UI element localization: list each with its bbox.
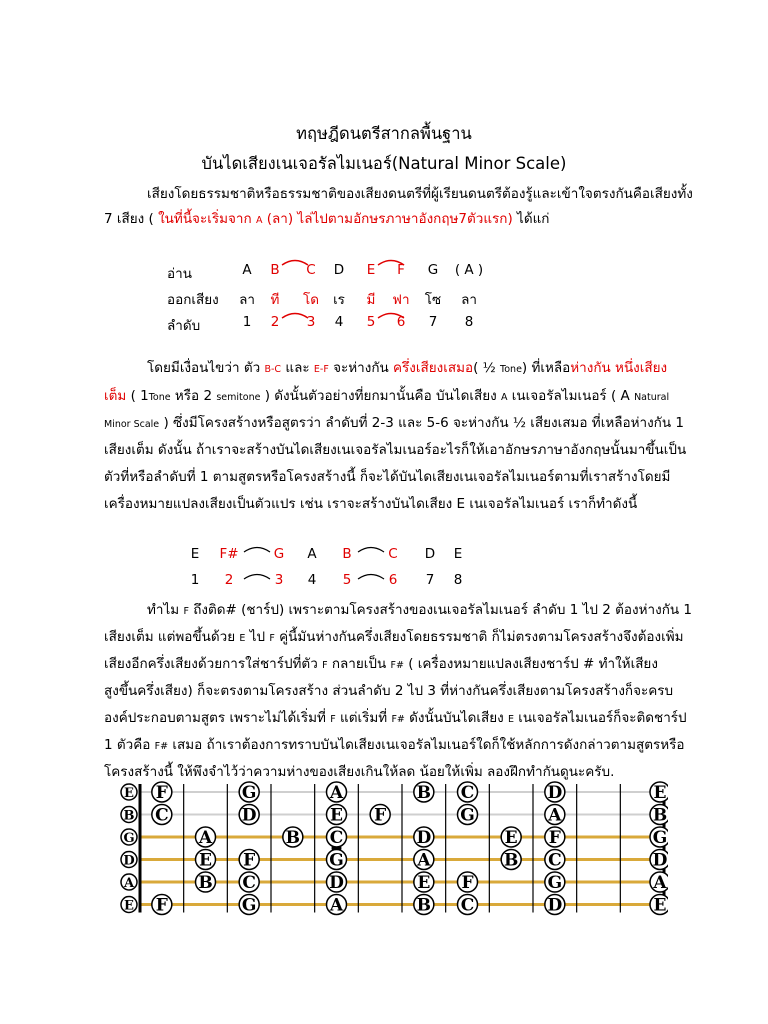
table1-note-cell: F [397,262,405,278]
para2-line-6: เครื่องหมายแปลงเสียงเป็นตัวแปร เช่น เราจะสร้างบันไดเสียง E เนเจอรัลไมเนอร์ เราก็ทำดังนี้ [104,496,638,512]
table1-syllable-cell: ที [270,292,280,308]
para2-minor-scale-word: Minor Scale [104,419,160,430]
note-label: A [198,828,213,848]
para2-semitone-word: semitone [216,392,261,403]
table2-note-cell: D [424,546,436,562]
table2-number-cell: 3 [274,572,284,588]
para2-line-4: เสียงเต็ม ดังนั้น ถ้าเราจะสร้างบันไดเสียงเนเจอรัลไมเนอร์อะไรก็ให้เอาอักษรภาษาอังกฤษนั้นมาขึ้นเป็น [104,442,687,458]
para3-line-4: สูงขึ้นครึ่งเสียง) ก็จะตรงตามโครงสร้าง ส่วนลำดับ 2 ไป 3 ที่ห่างกันครึ่งเสียงตามโครงสร้างก็จะครบ [104,683,674,699]
para3-text: ( เครื่องหมายแปลงเสียงชาร์ป # ทำให้เสียง [403,656,658,672]
table2-number-cell: 5 [342,572,352,588]
para2-text: ) ดังนั้นตัวอย่างที่ยกมานั้นคือ บันไดเสียง [260,388,501,404]
note-label: D [547,783,563,803]
fretboard-diagram [118,780,668,916]
semitone-arc [376,256,406,266]
table1-note-cell: B [270,262,280,278]
open-string-label: B [123,808,135,824]
table1-note-cell: ( A ) [454,262,484,278]
note-label: F [155,895,168,916]
para2-tone-word: Tone [148,392,171,403]
table1-number-cell: 1 [242,314,252,330]
note-label: D [416,828,432,848]
note-label: B [198,873,213,893]
para3-note: F# [390,660,404,671]
semitone-arc [242,543,272,553]
table2-note-cell: F# [219,546,239,562]
intro-highlight: ในที่นี้จะเริ่มจาก [158,211,256,227]
para3-note: F# [391,714,405,725]
note-label: F [461,873,474,893]
page-subtitle: บันไดเสียงเนเจอรัลไมเนอร์(Natural Minor Scale) [201,154,567,173]
note-label: E [653,895,667,916]
table2-number-cell: 4 [307,572,317,588]
table1-syllable-cell: เร [333,292,345,308]
para2-text: จะห่างกัน [328,360,394,376]
para3-note: F [322,660,328,671]
note-label: G [547,873,563,893]
table1-number-cell: 8 [464,314,474,330]
note-label: A [548,805,562,826]
table1-number-cell: 4 [334,314,344,330]
note-label: D [547,895,563,916]
para3-line-3 [104,652,658,674]
para2-whole-tone: ห่างกัน หนึ่งเสียง [570,360,668,376]
para2-text: เนเจอรัลไมเนอร์ ( A [507,388,635,404]
note-label: A [329,895,344,916]
table2-note-cell: C [388,546,398,562]
note-label: F [243,850,256,871]
table1-syllable-cell: ลา [239,292,255,308]
note-label: B [652,805,668,826]
para3-text: เสียงเต็ม แต่พอขึ้นด้วย [104,629,240,645]
note-label: G [329,850,344,871]
note-label: G [652,828,668,848]
para2-text: ) ซึ่งมีโครงสร้างหรือสูตรว่า ลำดับที่ 2-3 และ 5-6 จะห่างกัน ½ เสียงเสมอ ที่เหลือห่างกัน 1 [159,415,684,431]
table1-note-cell: C [306,262,316,278]
note-label: B [285,828,301,848]
table1-syllable-cell: โด [302,292,320,308]
intro-line-2 [104,207,549,229]
note-label: A [329,783,344,803]
note-label: C [548,850,562,871]
row-label-pronounce: ออกเสียง [167,292,219,308]
open-string-label: A [123,876,135,891]
semitone-arc [280,309,310,319]
note-label: E [417,873,431,893]
para3-text: ถึงติด# (ชาร์ป) เพราะตามโครงสร้างของเนเจอรัลไมเนอร์ ลำดับ 1 ไป 2 ต้องห่างกัน 1 [188,602,692,618]
note-label: E [504,828,518,848]
para3-note: F [183,606,189,617]
para2-pair-ef: E-F [313,364,329,375]
para3-line-1 [147,598,692,620]
note-label: F [155,783,168,803]
table2-note-cell: A [307,546,317,562]
para3-note: F [330,714,336,725]
para3-text: แต่เริ่มที่ [335,710,392,726]
para2-text: โดยมีเงื่อนไขว่า ตัว [147,360,265,376]
para3-text: กลายเป็น [327,656,391,672]
para2-text: หรือ 2 [170,388,217,404]
table1-number-cell: 2 [270,314,280,330]
para2-tone-word: Tone [500,364,522,375]
table1-note-cell: A [242,262,252,278]
para3-text: ไป [245,629,270,645]
para3-note: E [507,714,514,725]
note-label: B [416,783,432,803]
para3-text: เสียงอีกครึ่งเสียงด้วยการใส่ชาร์ปที่ตัว [104,656,323,672]
table2-note-cell: E [453,546,463,562]
table1-number-cell: 7 [428,314,438,330]
para3-line-5 [104,706,687,728]
intro-highlight-letter: A [255,215,263,226]
para2-line-5: ตัวที่หรือลำดับที่ 1 ตามสูตรหรือโครงสร้างนี้ ก็จะได้บันไดเสียงเนเจอรัลไมเนอร์ตามที่เราสร้างโดยมี [104,469,671,485]
para3-note: F [269,633,275,644]
note-label: F [548,828,561,848]
table1-note-cell: D [333,262,345,278]
table1-syllable-cell: โซ [424,292,442,308]
note-label: B [416,895,432,916]
table2-note-cell: B [342,546,352,562]
para3-line-6 [104,733,685,755]
intro-text: 7 เสียง ( [104,211,159,227]
table2-note-cell: G [273,546,285,562]
table1-note-cell: G [427,262,439,278]
para2-text: ( 1 [126,388,149,404]
note-label: G [241,895,257,916]
table2-number-cell: 6 [388,572,398,588]
intro-line-1: เสียงโดยธรรมชาติหรือธรรมชาติของเสียงดนตรีที่ผู้เรียนดนตรีต้องรู้และเข้าใจตรงกันคือเสียงทั้ง [147,186,693,202]
table1-syllable-cell: มี [366,292,376,308]
para3-text: ดังนั้นบันไดเสียง [404,710,508,726]
para3-line-2 [104,625,684,647]
note-label: D [329,873,344,893]
note-label: D [652,850,668,871]
table2-note-cell: E [190,546,200,562]
table1-note-cell: E [366,262,376,278]
note-label: F [374,805,387,826]
table1-syllable-cell: ลา [461,292,477,308]
table1-number-cell: 3 [306,314,316,330]
table1-number-cell: 6 [396,314,406,330]
para2-scale-letter: A [501,392,508,403]
para2-text: ( ½ [473,360,501,376]
note-label: D [241,805,257,826]
para3-line-7: โครงสร้างนี้ ให้พึงจำไว้ว่าความห่างของเสียงเกินให้ลด น้อยให้เพิ่ม ลองฝึกทำกันดูนะครับ. [104,764,615,780]
note-label: E [330,805,343,826]
semitone-arc [242,570,272,580]
note-label: E [199,850,212,871]
page-title: ทฤษฎีดนตรีสากลพื้นฐาน [296,124,472,143]
open-string-label: G [123,831,135,846]
open-string-label: D [123,853,135,869]
semitone-arc [356,543,386,553]
note-label: C [460,895,475,916]
para3-text: เสมอ ถ้าเราต้องการทราบบันไดเสียงเนเจอรัลไมเนอร์ใดก็ใช้หลักการดังกล่าวตามสูตรหรือ [168,737,685,753]
note-label: C [242,873,256,893]
table1-syllable-cell: ฟา [392,292,410,308]
para3-text: 1 ตัวคือ [104,737,155,753]
table2-number-cell: 8 [453,572,463,588]
para3-text: องค์ประกอบตามสูตร เพราะไม่ได้เริ่มที่ [104,710,331,726]
semitone-arc [356,570,386,580]
note-label: E [653,783,667,803]
note-label: A [417,850,431,871]
para2-line-1 [147,356,667,378]
note-label: C [155,805,169,826]
para2-text: ) ที่เหลือ [521,360,571,376]
para3-note: E [239,633,246,644]
table1-number-cell: 5 [366,314,376,330]
open-string-label: E [124,786,134,801]
table2-number-cell: 7 [425,572,435,588]
note-label: A [653,873,667,893]
note-label: G [460,805,475,826]
semitone-arc [376,309,406,319]
para2-pair-bc: B-C [264,364,282,375]
note-label: C [329,828,344,848]
open-string-label: E [124,898,134,914]
table2-number-cell: 2 [224,572,234,588]
para3-text: ทำไม [147,602,184,618]
intro-text: ได้แก่ [512,211,550,227]
note-label: G [241,783,257,803]
para3-note: F# [154,741,169,752]
para2-line-3 [104,411,684,433]
para3-text: คู่นี้มันห่างกันครึ่งเสียงโดยธรรมชาติ ก็ไม่ตรงตามโครงสร้างจึงต้องเพิ่ม [274,629,684,645]
para2-whole-tone: เต็ม [104,388,127,404]
para2-half-tone: ครึ่งเสียงเสมอ [393,360,474,376]
note-label: C [460,783,475,803]
row-label-read: อ่าน [167,266,192,282]
para2-natural-word: Natural [634,392,670,403]
para2-line-2 [104,384,669,406]
row-label-order: ลำดับ [167,318,201,334]
para2-text: และ [281,360,314,376]
semitone-arc [280,256,310,266]
para3-text: เนเจอรัลไมเนอร์ก็จะติดชาร์ป [514,710,687,726]
intro-highlight: (ลา) ไล่ไปตามอักษรภาษาอังกฤษ7ตัวแรก) [262,211,513,227]
note-label: B [503,850,519,871]
table2-number-cell: 1 [190,572,200,588]
